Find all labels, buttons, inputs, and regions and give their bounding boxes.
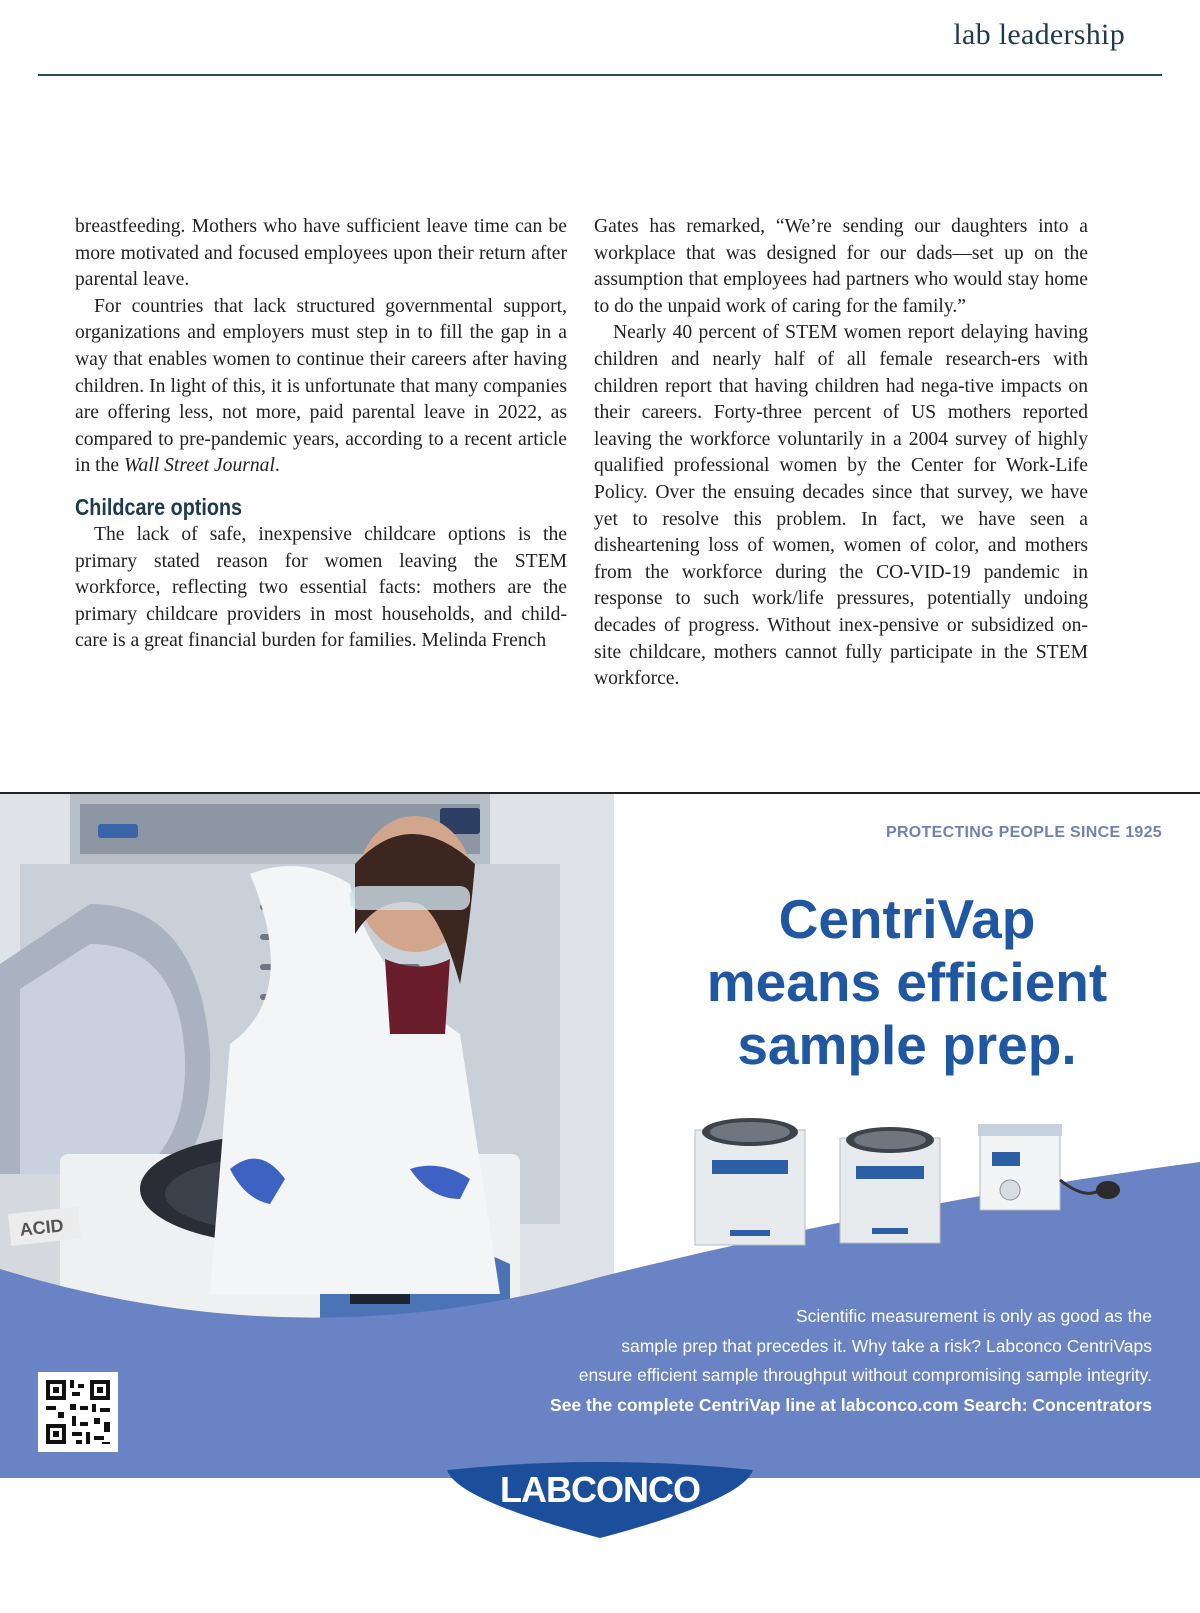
article-right-column <box>594 214 1088 693</box>
ad-body-line: Scientific measurement is only as good as the <box>795 1306 1152 1326</box>
article-paragraph <box>75 294 567 480</box>
labconco-logo[interactable] <box>443 1460 757 1540</box>
section-subheading: Childcare options <box>75 493 243 520</box>
page-header <box>0 0 1200 78</box>
paragraph-end: . <box>274 455 280 477</box>
ad-body-line: ensure efficient sample throughput without compromising sample integrity. <box>578 1365 1152 1385</box>
article-left-column <box>75 214 567 655</box>
article-paragraph: Gates has remarked, “We’re sending our daughters into a workplace that was designed for our dads—set up on the assumption that employees had partners who would stay home to do the unpaid work of caring for the family.” <box>594 216 1088 317</box>
concentrator-medium <box>840 1127 940 1243</box>
headline-line: sample prep. <box>737 1014 1077 1076</box>
concentrator-small <box>978 1124 1120 1210</box>
header-divider <box>38 74 1162 76</box>
section-label: lab leadership <box>953 18 1125 51</box>
advertisement[interactable] <box>0 792 1200 1613</box>
headline-line: means efficient <box>706 951 1108 1013</box>
acid-label: ACID <box>18 1215 65 1240</box>
ad-headline <box>614 888 1200 1077</box>
publication-name: Wall Street Journal <box>123 455 275 477</box>
product-concentrators-image <box>690 1110 1130 1260</box>
headline-line: CentriVap <box>778 888 1036 950</box>
ad-tagline: PROTECTING PEOPLE SINCE 1925 <box>885 824 1162 841</box>
article-paragraph: breastfeeding. Mothers who have sufficient leave time can be more motivated and focused employees upon their return after parental leave. <box>75 216 567 291</box>
concentrator-large <box>695 1118 805 1245</box>
qr-code-icon[interactable] <box>38 1372 118 1452</box>
article-paragraph: Nearly 40 percent of STEM women report delaying having children and nearly half of all female research-ers with children report that having children had nega-tive impacts on their careers. Forty-three percent of US mothers reported leaving the workforce voluntarily in a 2004 survey of highly qualified professional women by the Center for Work-Life Policy. Over the ensuing decades since that survey, we have yet to resolve this problem. In fact, we have seen a disheartening loss of women, women of color, and mothers from the workforce during the CO-VID-19 pandemic in response to such work/life pressures, potentially undoing decades of progress. Without inex-pensive or subsidized on-site childcare, mothers cannot fully participate in the STEM workforce. <box>594 322 1088 690</box>
ad-body-text <box>472 1302 1152 1420</box>
article-paragraph: The lack of safe, inexpensive childcare options is the primary stated reason for women leaving the STEM workforce, reflecting two essential facts: mothers are the primary childcare providers in most households, and child-care is a great financial burden for families. Melinda French <box>75 523 567 652</box>
logo-wordmark: LABCONCO <box>500 1469 700 1510</box>
paragraph-text: For countries that lack structured governmental support, organizations and employers must step in to fill the gap in a way that enables women to continue their careers after having children. In light of this, it is unfortunate that many companies are offering less, not more, paid parental leave in 2022, as compared to pre-pandemic years, according to a recent article in the <box>75 295 567 477</box>
ad-body-line: sample prep that precedes it. Why take a risk? Labconco CentriVaps <box>621 1335 1152 1356</box>
ad-call-to-action[interactable]: See the complete CentriVap line at labconco.com Search: Concentrators <box>550 1394 1152 1415</box>
